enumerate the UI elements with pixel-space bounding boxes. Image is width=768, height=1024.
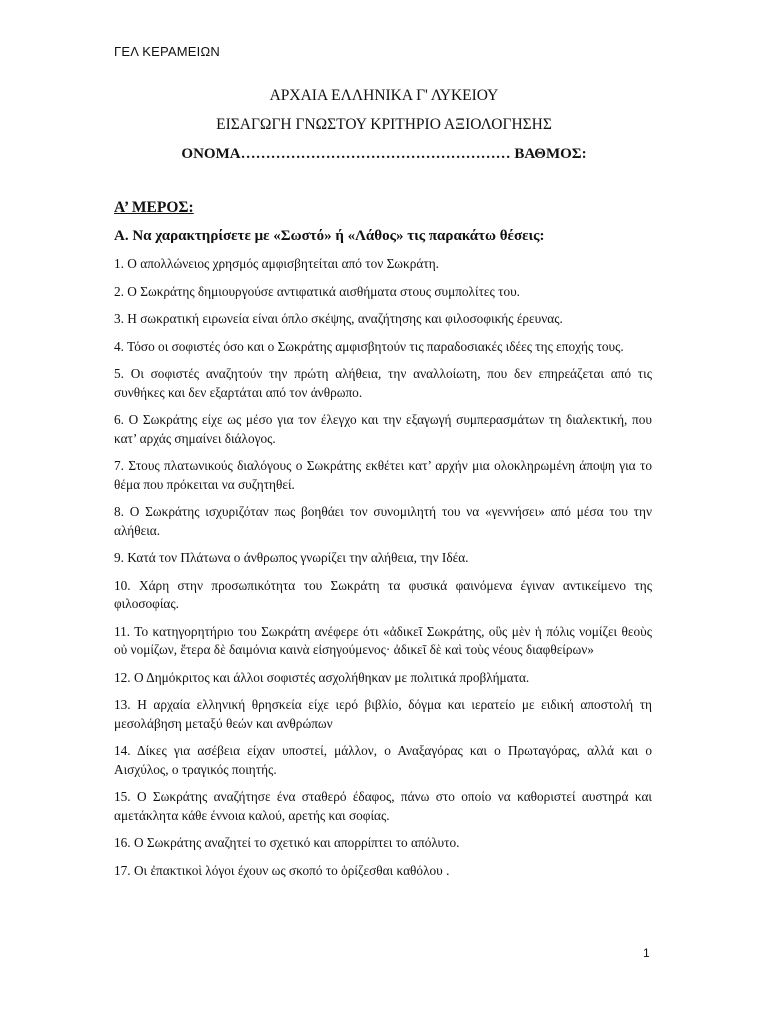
- statement-item: 15. Ο Σωκράτης αναζήτησε ένα σταθερό έδαφος, πάνω στο οποίο να καθοριστεί αυστηρά και αμετάκλητα κάθε έννοια καλού, αρετής και σοφίας.: [114, 789, 652, 823]
- statement-list: [114, 255, 652, 880]
- statement-item: 14. Δίκες για ασέβεια είχαν υποστεί, μάλλον, ο Αναξαγόρας και ο Πρωταγόρας, αλλά και ο Αισχύλος, ο τραγικός ποιητής.: [114, 743, 652, 777]
- document-subtitle: ΕΙΣΑΓΩΓΗ ΓΝΩΣΤΟΥ ΚΡΙΤΗΡΙΟ ΑΞΙΟΛΟΓΗΣΗΣ: [216, 116, 552, 133]
- statement-item: 2. Ο Σωκράτης δημιουργούσε αντιφατικά αισθήματα στους συμπολίτες του.: [114, 283, 520, 299]
- document-title: ΑΡΧΑΙΑ ΕΛΛΗΝΙΚΑ Γ' ΛΥΚΕΙΟΥ: [269, 87, 499, 104]
- part-heading: Α’ ΜΕΡΟΣ:: [114, 199, 194, 216]
- statement-item: 5. Οι σοφιστές αναζητούν την πρώτη αλήθεια, την αναλλοίωτη, που δεν επηρεάζεται από τις συνθήκες και δεν εξαρτάται από τον άνθρωπο.: [114, 366, 652, 400]
- statement-item: 9. Κατά τον Πλάτωνα ο άνθρωπος γνωρίζει την αλήθεια, την Ιδέα.: [114, 550, 469, 565]
- statement-item: 16. Ο Σωκράτης αναζητεί το σχετικό και απορρίπτει το απόλυτο.: [114, 835, 460, 850]
- statement-item: 13. Η αρχαία ελληνική θρησκεία είχε ιερό βιβλίο, δόγμα και ιερατείο με ειδική αποστολή τη μεσολάβηση μεταξύ θεών και ανθρώπων: [114, 697, 652, 731]
- title-block: [0, 86, 768, 164]
- statement-item: 11. Το κατηγορητήριο του Σωκράτη ανέφερε ότι «ἀδικεῖ Σωκράτης, οὓς μὲν ἡ πόλις νομίζει θεοὺς οὐ νομίζων, ἕτερα δὲ δαιμόνια καινὰ εἰσηγούμενος· ἀδικεῖ δὲ καὶ τοὺς νέους διαφθείρων»: [114, 623, 652, 657]
- statement-item: 7. Στους πλατωνικούς διαλόγους ο Σωκράτης εκθέτει κατ’ αρχήν μια ολοκληρωμένη άποψη για το θέμα που πρόκειται να συζητηθεί.: [114, 458, 652, 492]
- statement-item: 1. Ο απολλώνειος χρησμός αμφισβητείται από τον Σωκράτη.: [114, 256, 439, 271]
- instruction: Α. Να χαρακτηρίσετε με «Σωστό» ή «Λάθος» τις παρακάτω θέσεις:: [114, 228, 545, 244]
- statement-item: 17. Οι ἐπακτικοὶ λόγοι έχουν ως σκοπό το ὁρίζεσθαι καθόλου .: [114, 862, 450, 878]
- statement-item: 10. Χάρη στην προσωπικότητα του Σωκράτη τα φυσικά φαινόμενα έγιναν αντικείμενο της φιλοσοφίας.: [114, 577, 652, 611]
- main-content: [114, 198, 652, 889]
- name-grade-line: ΟΝΟΜΑ……………………………………………… ΒΑΘΜΟΣ:: [181, 146, 587, 162]
- page-number: 1: [643, 946, 650, 960]
- school-header: ΓΕΛ ΚΕΡΑΜΕΙΩΝ: [114, 44, 220, 59]
- statement-item: 6. Ο Σωκράτης είχε ως μέσο για τον έλεγχο και την εξαγωγή συμπερασμάτων τη διαλεκτική, που κατ’ αρχάς σημαίνει διάλογος.: [114, 412, 652, 446]
- statement-item: 8. Ο Σωκράτης ισχυριζόταν πως βοηθάει τον συνομιλητή του να «γεννήσει» από μέσα του την αλήθεια.: [114, 504, 652, 538]
- statement-item: 3. Η σωκρατική ειρωνεία είναι όπλο σκέψης, αναζήτησης και φιλοσοφικής έρευνας.: [114, 311, 563, 326]
- statement-item: 12. Ο Δημόκριτος και άλλοι σοφιστές ασχολήθηκαν με πολιτικά προβλήματα.: [114, 669, 530, 685]
- statement-item: 4. Τόσο οι σοφιστές όσο και ο Σωκράτης αμφισβητούν τις παραδοσιακές ιδέες της εποχής τους.: [114, 338, 624, 354]
